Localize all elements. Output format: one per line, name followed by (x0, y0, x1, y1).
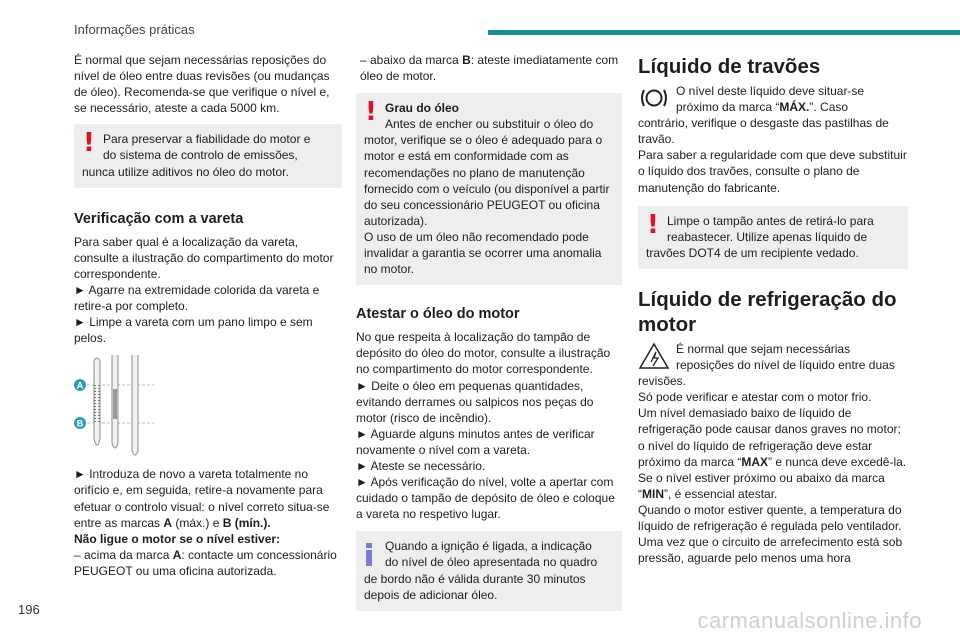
svg-text:B: B (76, 418, 84, 429)
coolant-temperature-note: Quando o motor estiver quente, a temperatura do líquido de refrigeração é regulada pelo ventilador. (638, 502, 902, 533)
coolant-paragraph: É normal que sejam necessárias reposições do nível de líquido entre duas revisões. (638, 341, 895, 389)
topup-intro: No que respeita à localização do tampão de depósito do óleo do motor, consulte a ilustração no compartimento do motor correspondente. (356, 330, 611, 377)
dipstick-heading: Verificação com a vareta (74, 210, 244, 227)
coolant-min-note: Se o nível estiver próximo ou abaixo da marca “MIN”, é essencial atestar. (638, 470, 885, 501)
column-right (638, 52, 908, 566)
column-left (74, 52, 342, 579)
column-middle (356, 52, 622, 611)
dipstick-intro: Para saber qual é a localização da vareta, consulte a ilustração do compartimento do motor correspondente. (74, 234, 334, 281)
info-box-dashboard: Quando a ignição é ligada, a indicação do nível de óleo apresentada no quadro de bordo não é válida durante 30 minutos depois de adicionar óleo. (356, 531, 622, 610)
topup-step-refill: ► Ateste se necessário. (356, 458, 486, 473)
warning-box-additives: ! Para preservar a fiabilidade do motor e do sistema de controlo de emissões, nunca utilize aditivos no óleo do motor. (74, 124, 342, 187)
header-accent-bar (488, 30, 960, 35)
warning-box-brake-cap: ! Limpe o tampão antes de retirá-lo para reabastecer. Utilize apenas líquido de travões DOT4 de um recipiente vedado. (638, 206, 908, 269)
warning-exclamation-icon: ! (83, 128, 95, 159)
brake-fluid-paragraph: O nível deste líquido deve situar-se próximo da marca “MÁX.”. Caso contrário, verifique o desgaste das pastilhas de travão. (638, 84, 889, 147)
brake-warning-icon (638, 84, 670, 112)
warning-exclamation-icon: ! (365, 97, 377, 128)
warning-box-oil-grade: ! Grau do óleo Antes de encher ou substituir o óleo do motor, verifique se o óleo é adequado para o motor e está em conformidade com as recomendações no plano de manutenção fornecido com o veículo (ou disponível a partir do seu concessionário PEUGEOT ou oficina autorizada). O uso de um óleo não recomendado pode invalidar a garantia se ocorrer uma anomalia no motor. (356, 93, 622, 285)
step-reinsert-dipstick: ► Introduza de novo a vareta totalmente no orifício e, em seguida, retire-a novamente para efetuar o controlo visual: o nível correto situa-se entre as marcas A (máx.) e B (mín.). (74, 467, 330, 530)
svg-text:A: A (76, 380, 84, 391)
info-icon (366, 543, 372, 565)
section-title: Informações práticas (74, 22, 195, 37)
level-below-b: – abaixo da marca B: ateste imediatamente com óleo de motor. (360, 53, 619, 84)
oil-intro: É normal que sejam necessárias reposições do nível de óleo entre duas revisões (ou mudanças de óleo). Recomenda-se que verifique o nível e, se necessário, ateste a cada 5000 km. (74, 53, 330, 116)
brake-fluid-heading: Líquido de travões (638, 55, 821, 78)
coolant-level-note: Um nível demasiado baixo de líquido de refrigeração pode causar danos graves no motor; o nível do líquido de refrigeração deve estar próximo da marca “MAX” e nunca deve excedê-la. (638, 406, 907, 469)
watermark: carmanualsonline.info (697, 608, 922, 633)
level-above-a: – acima da marca A: contacte um concessionário PEUGEOT ou uma oficina autorizada. (74, 547, 337, 578)
dipstick-diagram-icon (74, 355, 184, 459)
coolant-heading: Líquido de refrigeração do motor (638, 287, 897, 336)
coolant-pressure-note: Uma vez que o circuito de arrefecimento está sob pressão, aguarde pelo menos uma hora (638, 535, 903, 566)
topup-heading: Atestar o óleo do motor (356, 306, 520, 323)
topup-step-wait: ► Aguarde alguns minutos antes de verificar novamente o nível com a vareta. (356, 426, 595, 457)
topup-step-close: ► Após verificação do nível, volte a apertar com cuidado o tampão de depósito de óleo e coloque a vareta no respetivo lugar. (356, 475, 615, 522)
brake-replacement-note: Para saber a regularidade com que deve substituir o líquido dos travões, consulte o plano de manutenção do fabricante. (638, 148, 907, 195)
step-wipe-dipstick: ► Limpe a vareta com um pano limpo e sem pelos. (74, 315, 313, 346)
topup-step-pour: ► Deite o óleo em pequenas quantidades, evitando derrames ou salpicos nos peças do motor (risco de incêndio). (356, 378, 594, 425)
hazard-warning-icon (638, 342, 670, 370)
warning-exclamation-icon: ! (647, 209, 659, 240)
coolant-cold-note: Só pode verificar e atestar com o motor frio. (638, 390, 872, 405)
step-grab-dipstick: ► Agarre na extremidade colorida da vareta e retire-a por completo. (74, 282, 320, 314)
page-number: 196 (18, 602, 40, 617)
dipstick-illustration (74, 355, 342, 459)
do-not-start-warning: Não ligue o motor se o nível estiver: (74, 531, 281, 546)
